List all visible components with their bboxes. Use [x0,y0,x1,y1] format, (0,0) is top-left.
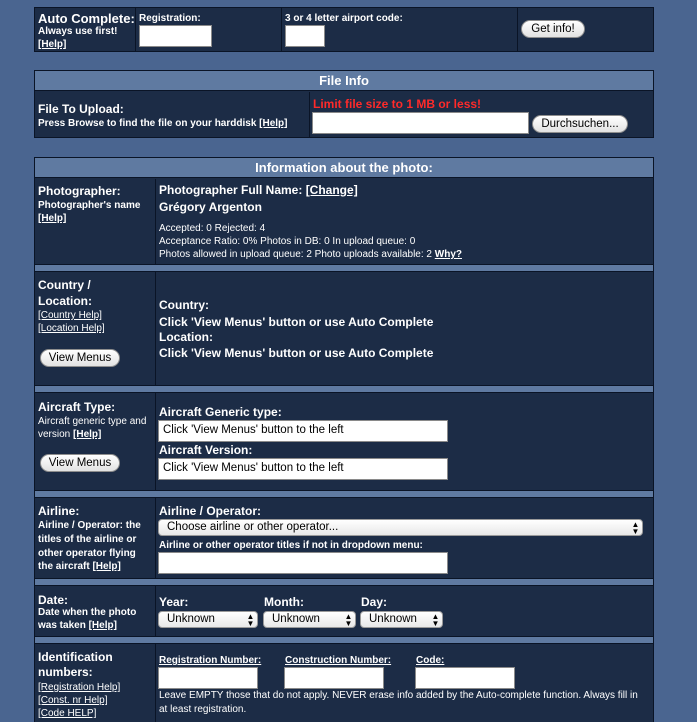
month-label: Month: [264,595,304,609]
registration-help-link[interactable]: [Registration Help] [38,682,121,693]
day-select[interactable]: Unknown ▲ ▼ [360,611,443,628]
location-help-link[interactable]: [Location Help] [38,323,105,334]
photographer-stats-ratio: Acceptance Ratio: 0% Photos in DB: 0 In upload queue: 0 [159,236,416,247]
aircraft-label: Aircraft Type: [38,400,116,414]
airline-help-link[interactable]: [Help] [92,561,121,572]
file-path-input[interactable] [312,112,529,134]
aircraft-version-input[interactable]: Click 'View Menus' button to the left [158,458,448,480]
airline-hint-4: the aircraft [Help] [38,561,121,572]
file-size-warning: Limit file size to 1 MB or less! [313,97,482,111]
photographer-stats-allowed: Photos allowed in upload queue: 2 Photo uploads available: 2 Why? [159,249,462,260]
aircraft-hint-line2: version [Help] [38,429,102,440]
const-help-link[interactable]: [Const. nr Help] [38,695,108,706]
country-help-link[interactable]: [Country Help] [38,310,102,321]
construction-number-label: Construction Number: [285,655,392,666]
airline-other-label: Airline or other operator titles if not in dropdown menu: [159,540,423,551]
file-info-panel [34,70,654,138]
identification-label-1: Identification [38,650,113,664]
select-arrows-icon: ▲ ▼ [344,612,353,628]
auto-complete-panel [34,7,654,52]
construction-number-input[interactable] [284,667,384,689]
identification-note-2: at least registration. [159,704,247,715]
row-separator [35,578,653,586]
file-info-header: File Info [35,71,653,91]
airline-other-input[interactable] [158,552,448,574]
date-label: Date: [38,593,69,607]
airline-hint-3: other operator flying [38,548,136,559]
identification-label-2: numbers: [38,665,93,679]
location-value: Click 'View Menus' button or use Auto Complete [159,346,434,360]
aircraft-help-link[interactable]: [Help] [73,429,102,440]
airline-label: Airline: [38,504,80,518]
select-arrows-icon: ▲ ▼ [631,520,640,536]
date-hint-1: Date when the photo [38,607,137,618]
aircraft-generic-input[interactable]: Click 'View Menus' button to the left [158,420,448,442]
code-help-link[interactable]: [Code HELP] [38,708,97,719]
aircraft-view-menus-button[interactable]: View Menus [40,454,120,472]
airport-code-input[interactable] [285,25,325,47]
year-select[interactable]: Unknown ▲ ▼ [158,611,258,628]
photographer-stats-accepted: Accepted: 0 Rejected: 4 [159,223,266,234]
auto-complete-subtitle: Always use first! [38,26,118,37]
aircraft-version-label: Aircraft Version: [159,443,253,457]
airline-operator-label: Airline / Operator: [159,504,262,518]
photo-info-panel [34,157,654,722]
row-separator [35,264,653,272]
airline-hint-2: titles of the airline or [38,534,137,545]
airline-operator-select[interactable]: Choose airline or other operator... ▲ ▼ [158,519,643,536]
identification-note-1: Leave EMPTY those that do not apply. NEVER erase info added by the Auto-complete function. Always fill in [159,690,638,701]
registration-input[interactable] [139,25,212,47]
registration-label: Registration: [139,13,201,24]
month-select[interactable]: Unknown ▲ ▼ [263,611,356,628]
location-label-line2: Location: [38,294,92,308]
location-label-line1: Country / [38,278,91,292]
airport-code-label: 3 or 4 letter airport code: [285,13,403,24]
browse-button[interactable]: Durchsuchen... [532,115,628,133]
select-arrows-icon: ▲ ▼ [431,612,440,628]
date-hint-2: was taken [Help] [38,620,117,631]
row-separator [35,490,653,498]
day-label: Day: [361,595,388,609]
country-label: Country: [159,298,209,312]
file-upload-label: File To Upload: [38,102,124,116]
auto-complete-title: Auto Complete: [38,11,135,26]
select-arrows-icon: ▲ ▼ [246,612,255,628]
code-label: Code: [416,655,445,666]
registration-number-label: Registration Number: [159,655,262,666]
photo-info-header: Information about the photo: [35,158,653,178]
photographer-label: Photographer: [38,184,121,198]
country-value: Click 'View Menus' button or use Auto Complete [159,315,434,329]
location-field-label: Location: [159,330,213,344]
photographer-hint: Photographer's name [38,200,141,211]
airline-hint-1: Airline / Operator: the [38,520,141,531]
get-info-button[interactable]: Get info! [521,20,585,38]
date-help-link[interactable]: [Help] [88,620,117,631]
photographer-name: Grégory Argenton [159,200,262,214]
photographer-help-link[interactable]: [Help] [38,213,67,224]
code-input[interactable] [415,667,515,689]
aircraft-generic-label: Aircraft Generic type: [159,405,282,419]
row-separator [35,636,653,644]
auto-complete-help-link[interactable]: [Help] [38,39,67,50]
photographer-full-name-row: Photographer Full Name: [Change] [159,183,358,197]
file-help-link[interactable]: [Help] [259,118,288,129]
registration-number-input[interactable] [158,667,258,689]
year-label: Year: [159,595,189,609]
row-separator [35,385,653,393]
location-view-menus-button[interactable]: View Menus [40,349,120,367]
change-photographer-link[interactable]: [Change] [305,183,358,197]
why-link[interactable]: Why? [434,249,462,260]
aircraft-hint: Aircraft generic type and [38,416,147,427]
file-upload-hint: Press Browse to find the file on your harddisk [Help] [38,118,288,129]
